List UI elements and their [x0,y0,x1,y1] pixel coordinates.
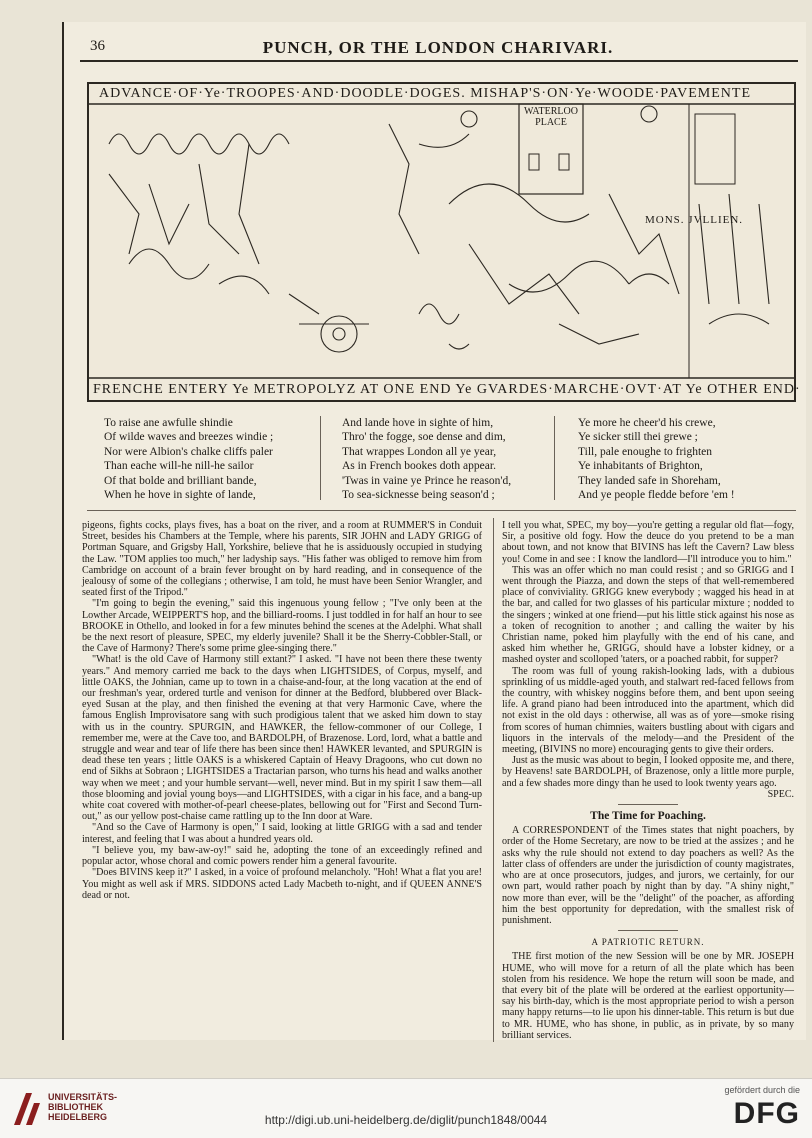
paragraph: "What! is the old Cave of Harmony still extant?" I asked. "I have not been there these twenty years." And memory carried me back to the days when LIGHTSIDES, of Corpus, myself, and little OAKS, the Johnian, came up to town in a chaise-and-four, at the long vacation at the end of our freshman's year, ordered turtle and venison for dinner at the Bedford, blubbered over Black-eyed Susan at the play, and then finished the evening at that very Harmonic Cave, where the famous English Improvisatore sang with such prodigious talent that we asked him down to stay with us in the country. SPURGIN, and HAWKER, the fellow-commoner of our College, I remember me, were at the Cave too, and BARDOLPH, of Brazenose. Lord, lord, what a battle and struggle and wear and tear of life there has been since then! HAWKER levanted, and SPURGIN is dead these ten years ; little OAKS is a whiskered Captain of Heavy Dragoons, who cut down no end of Sikhs at Sobraon ; LIGHTSIDES a Tractarian parson, who turns his head and walks another way when we meet ; and your humble servant—well, never mind. But in my spirit I saw them—all those blooming and jovial young boys—and LIGHTSIDES, with a cigar in his face, and a bang-up white coat covered with mother-of-pearl cheese-plates, bellowing out for "First and Second Turn-out," as our yellow post-chaise came rattling up to the Inn door at Ware. [82,654,482,823]
paragraph: The room was full of young rakish-looking lads, with a dubious sprinkling of us middle-aged youth, and stalwart red-faced fellows from the country, with whiskey noggins before them, and bent upon seeing life. A grand piano had been introduced into the apartment, which did not exist in the old days : otherwise, all was as of yore—smoke rising from scores of human chimnies, waiters bustling about with cigars and liquors in the intervals of the melody—and the President of the meeting, (BIVINS no more) encouraging gents to give their orders. [502,665,794,756]
signature: SPEC. [767,788,794,800]
verse-column-3 [578,416,735,502]
verse-line: Than eache will-he nill-he sailor [104,460,254,473]
mons-jullien-sign: MONS. JVLLIEN. [645,214,744,226]
short-rule [618,930,678,931]
paragraph: "Does BIVINS keep it?" I asked, in a voice of profound melancholy. "Hoh! What a flat you are! You might as well ask if MRS. SIDDONS acted Lady Macbeth to-night, and if QUEEN ANNE'S dead or not. [82,867,482,901]
library-name-line: UNIVERSITÄTS- [48,1092,118,1102]
cartoon-drawing [89,84,794,400]
paragraph: "I believe you, my baw-aw-oy!" said he, adopting the tone of an exceedingly refined and popular actor, whose choral and comic powers render him a general favourite. [82,844,482,868]
cartoon-illustration [87,82,801,402]
verse-column-2 [342,416,511,502]
column-divider [493,518,494,1042]
verse-line: And lande hove in sighte of him, [342,417,494,429]
page-number: 36 [90,38,105,54]
verse-line: When he hove in sighte of lande, [104,489,256,502]
paragraph: This was an offer which no man could resist ; and so GRIGG and I went through the Piazza, and down the steps of that well-remembered place of conviviality. GRIGG knew everybody ; wagged his head in at the bar, and called for two glasses of his particular mixture ; nodded to the singers ; winked at one friend—put his little stick against his nose as a token of recognition to another ; and calling the waiter by his Christian name, poked him playfully with the end of his cane, and asked him whether he, GRIGG, should have a lobster kidney, or a mashed oyster and scolloped 'taters, or a poached rabbit, for supper? [502,564,794,666]
verse-line: They landed safe in Shoreham, [578,474,721,487]
verse-line: Nor were Albion's chalke cliffs paler [104,445,273,458]
paragraph: "I'm going to begin the evening," said this ingenuous young fellow ; "I've only been at the Lowther Arcade, WEIPPERT'S hop, and the billiard-rooms. I just toddled in for half an hour to see BROOKE in Othello, and looked in for a few minutes behind the scenes at the Adelphi. What shall be the next resort of pleasure, SPEC, my elderly juvenile? Shall it be the Sherry-Cobbler-Stall, or the Cave of Harmony? There's some prime glee-singing there." [82,598,482,655]
running-header [80,36,796,60]
waterloo-place-sign: WATERLOO PLACE [524,106,578,128]
heading-patriotic-return: A PATRIOTIC RETURN. [591,937,705,948]
page-left-border [62,22,64,1040]
digitization-footer [0,1078,812,1138]
verse-line: Ye more he cheer'd his crewe, [578,417,716,429]
verse-line: Thro' the fogge, soe dense and dim, [342,431,506,444]
verse-line: Of that bolde and brilliant bande, [104,474,257,487]
article-left-column [82,520,482,901]
journal-title: PUNCH, OR THE LONDON CHARIVARI. [262,38,614,57]
paragraph: THE first motion of the new Session will be one by MR. JOSEPH HUME, who will move for a return of all the plate which has been stolen from his residence. We hope the return will soon be made, and that every bit of the plate will be ordered at the earliest opportunity—say his birth-day, which is the most appropriate period to wish a person many happy returns—to lie upon his dinner-table. This return is but due to MR. HUME, who has shone, in public, as in private, by so many brilliant services. [502,951,794,1041]
funded-by-label: gefördert durch die [724,1085,800,1095]
verse-line: To sea-sicknesse being season'd ; [342,489,495,502]
dfg-logo: DFG [733,1097,800,1130]
verse-line: Of wilde waves and breezes windie ; [104,431,274,444]
verse-divider [554,416,555,500]
cartoon-caption-bottom: FRENCHE ENTERY Ye METROPOLYZ AT ONE END Ye GVARDES·MARCHE·OVT·AT Ye OTHER END· [93,382,801,397]
verse-line: Ye inhabitants of Brighton, [578,460,703,473]
verse-line: As in French bookes doth appear. [342,460,496,473]
short-rule [618,804,678,805]
verse-line: Till, pale enoughe to frighten [578,445,713,458]
paragraph: A CORRESPONDENT of the Times states that night poachers, by order of the Home Secretary, are now to be tried at the assizes ; and he asks why the rule should not extend to day poachers as well? As the latter class of offenders are under the jurisdiction of county magistrates, who are at once prosecutors, judges, and jurors, we certainly, for our own part, would rather poach by night than by day. "A shiny night," now more than ever, will be the "delight" of the poacher, as affording him the best opportunity for depredation, with the smallest risk of punishment. [502,825,794,926]
verse-line: 'Twas in vaine ye Prince he reason'd, [342,474,512,487]
article-right-column [502,520,794,1041]
paragraph: Just as the music was about to begin, I looked opposite me, and there, by Heavens! sate BARDOLPH, of Brazenose, only a little more purple, and a few shades more dingy than he used to look twenty years ago. [502,755,794,789]
verse-line: Ye sicker still thei grewe ; [578,431,698,444]
library-name-line: BIBLIOTHEK [48,1102,103,1112]
scanned-page [62,22,806,1040]
source-url[interactable]: http://digi.ub.uni-heidelberg.de/diglit/punch1848/0044 [264,1113,548,1127]
verse-line: And ye people fledde before 'em ! [578,489,735,502]
heading-time-for-poaching: The Time for Poaching. [590,810,706,823]
paragraph: "And so the Cave of Harmony is open," I said, looking at little GRIGG with a sad and tender interest, and feeling that I was about a hundred years old. [82,822,482,845]
header-rule [80,60,798,62]
paragraph: pigeons, fights cocks, plays fives, has a boat on the river, and a room at RUMMER'S in Conduit Street, besides his Chambers at the Temple, where his parents, SIR JOHN and LADY GRIGG of Portman Square, and Grigsby Hall, Yorkshire, believe that he is assiduously occupied in studying the Law. "TOM applies too much," her ladyship says. "His father was obliged to remove him from Cambridge on account of a brain fever brought on by hard reading, and in consequence of the jealousy of some of the collegians ; otherwise, I am told, he must have been Senior Wrangler, and seated first of the Tripod." [82,520,482,599]
verse-line: To raise ane awfulle shindie [104,417,233,429]
cartoon-caption-top: ADVANCE·OF·Ye·TROOPES·AND·DOODLE·DOGES. MISHAP'S·ON·Ye·WOODE·PAVEMENTE [99,86,751,101]
section-rule [87,510,796,511]
verse-line: That wrappes London all ye year, [342,445,497,458]
verse-column-1 [104,416,273,502]
paragraph: I tell you what, SPEC, my boy—you're getting a regular old flat—fogy, Sir, a positive old fogy. How the deuce do you pretend to be a man about town, and not know that BIVINS has left the Cavern? Law bless you! Come in and see : I know the landlord—I'll introduce you to him." [502,520,794,565]
library-name-line: HEIDELBERG [48,1112,108,1122]
verse-divider [320,416,321,500]
